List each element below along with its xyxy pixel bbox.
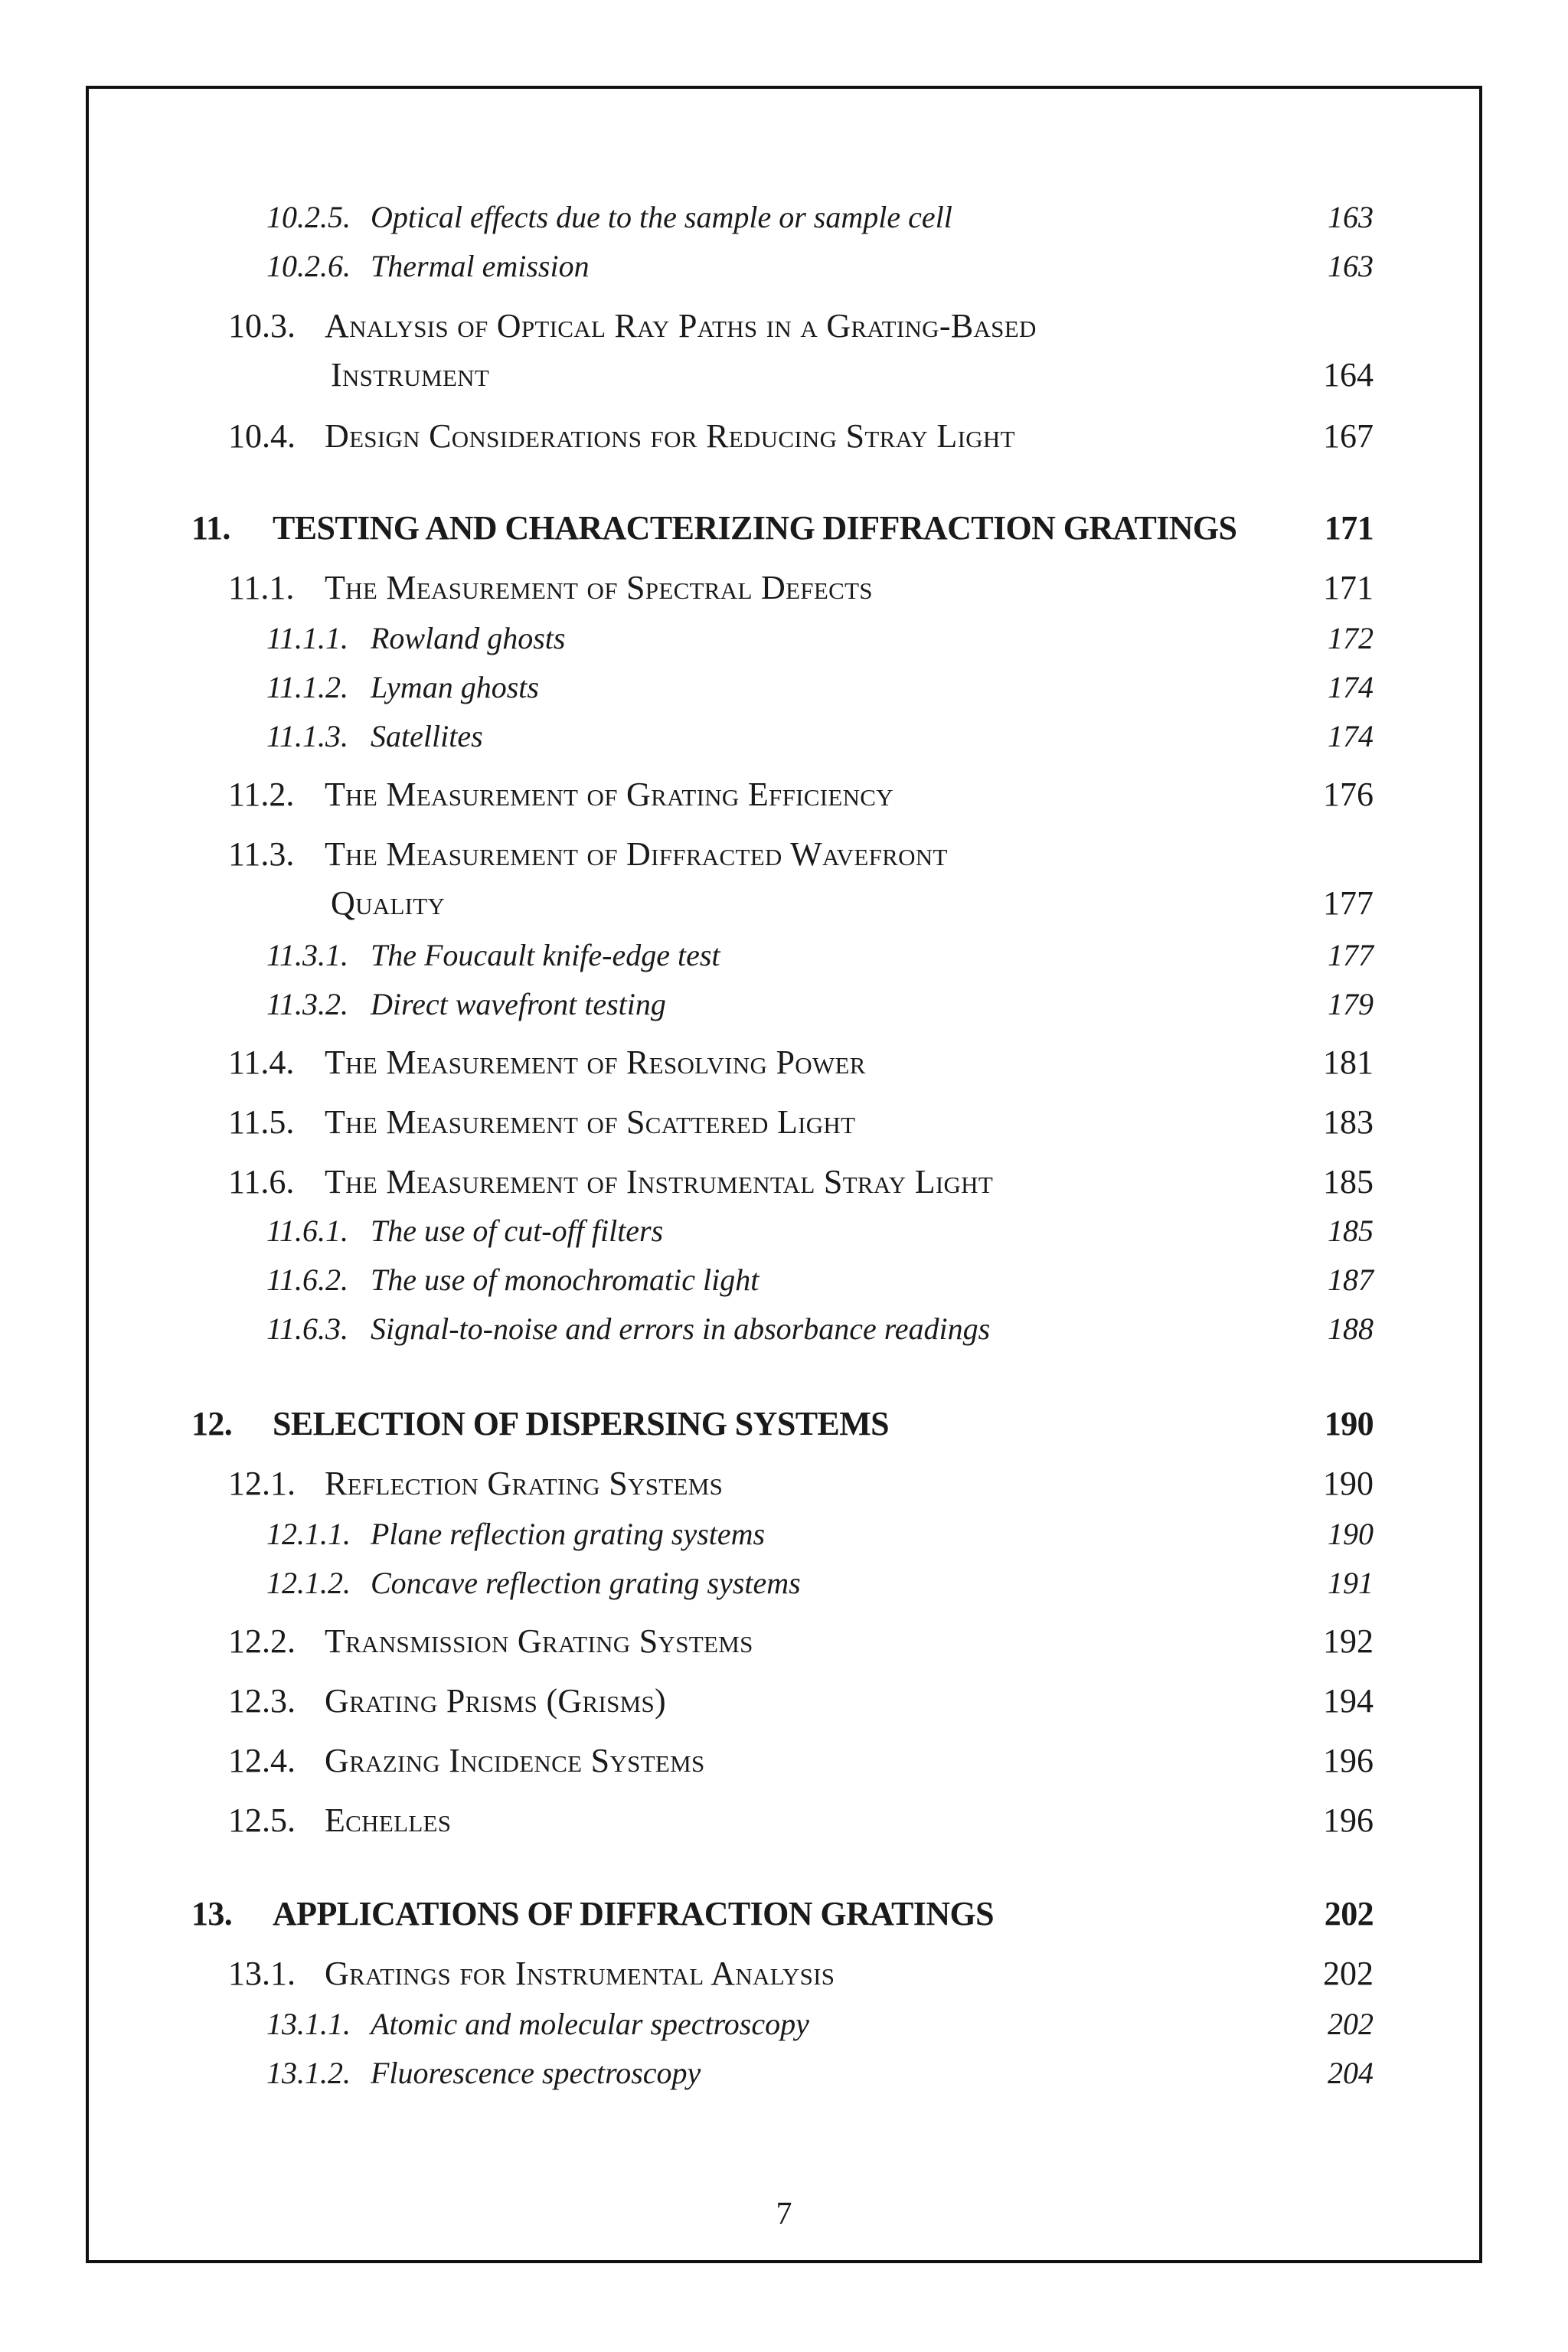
entry-page: 196	[1323, 1802, 1374, 1839]
entry-page: 167	[1323, 417, 1374, 455]
page-number: 7	[776, 2197, 792, 2232]
entry-title-continued: Quality	[331, 884, 446, 922]
entry-number: 11.1.2.	[266, 670, 349, 704]
entry-number: 11.3.	[228, 835, 295, 873]
entry-title: The Measurement of Grating Efficiency	[325, 776, 893, 813]
entry-page: 183	[1323, 1103, 1374, 1141]
entry-page: 174	[1328, 719, 1374, 753]
entry-title: Signal-to-noise and errors in absorbance readings	[371, 1312, 991, 1346]
entry-page: 192	[1323, 1622, 1374, 1660]
entry-title: The Measurement of Scattered Light	[325, 1103, 856, 1141]
entry-page: 177	[1328, 938, 1374, 972]
chapter-number: 11.	[191, 509, 230, 547]
entry-number: 12.1.	[228, 1465, 296, 1502]
entry-title: Direct wavefront testing	[371, 987, 666, 1021]
entry-page: 188	[1328, 1312, 1374, 1346]
entry-page: 174	[1328, 670, 1374, 704]
entry-title: The use of monochromatic light	[371, 1263, 760, 1297]
entry-page: 171	[1323, 569, 1374, 606]
entry-number: 11.1.	[228, 569, 295, 606]
toc-entry-11-3	[191, 835, 1374, 922]
entry-title: Concave reflection grating systems	[371, 1566, 801, 1600]
entry-page: 185	[1328, 1214, 1374, 1248]
entry-page: 172	[1328, 621, 1374, 655]
entry-number: 11.1.3.	[266, 719, 349, 753]
entry-title: Lyman ghosts	[371, 670, 539, 704]
entry-page: 190	[1328, 1517, 1374, 1551]
entry-page: 163	[1328, 200, 1374, 234]
entry-page: 179	[1328, 987, 1374, 1021]
entry-page: 181	[1323, 1044, 1374, 1081]
entry-number: 11.2.	[228, 776, 295, 813]
entry-title: Gratings for Instrumental Analysis	[325, 1955, 835, 1992]
entry-title: The Measurement of Spectral Defects	[325, 569, 873, 606]
entry-page: 202	[1323, 1955, 1374, 1992]
entry-title: Satellites	[371, 719, 483, 753]
chapter-page: 171	[1324, 509, 1374, 547]
entry-number: 11.3.1.	[266, 938, 349, 972]
entry-page: 204	[1328, 2056, 1374, 2090]
entry-page: 164	[1323, 356, 1374, 394]
entry-title: The Measurement of Diffracted Wavefront	[325, 835, 948, 873]
entry-title: Design Considerations for Reducing Stray Light	[325, 417, 1015, 455]
entry-number: 12.1.1.	[266, 1517, 351, 1551]
entry-number: 12.2.	[228, 1622, 296, 1660]
entry-page: 202	[1328, 2007, 1374, 2041]
entry-title: Grating Prisms (Grisms)	[325, 1682, 666, 1720]
entry-number: 13.1.1.	[266, 2007, 351, 2041]
entry-title: Transmission Grating Systems	[325, 1622, 753, 1660]
entry-number: 12.1.2.	[266, 1566, 351, 1600]
entry-page: 196	[1323, 1742, 1374, 1779]
entry-number: 11.1.1.	[266, 621, 349, 655]
entry-title: The use of cut-off filters	[371, 1214, 664, 1248]
chapter-number: 13.	[191, 1895, 233, 1932]
entry-number: 13.1.2.	[266, 2056, 351, 2090]
entry-page: 190	[1323, 1465, 1374, 1502]
entry-page: 185	[1323, 1163, 1374, 1200]
entry-title: Rowland ghosts	[371, 621, 566, 655]
entry-page: 163	[1328, 249, 1374, 283]
entry-title: Fluorescence spectroscopy	[371, 2056, 701, 2090]
entry-page: 176	[1323, 776, 1374, 813]
entry-title: Atomic and molecular spectroscopy	[371, 2007, 809, 2041]
entry-title: The Measurement of Resolving Power	[325, 1044, 866, 1081]
chapter-title: APPLICATIONS OF DIFFRACTION GRATINGS	[273, 1895, 994, 1932]
entry-number: 13.1.	[228, 1955, 296, 1992]
entry-title: Echelles	[325, 1802, 452, 1839]
entry-number: 12.5.	[228, 1802, 296, 1839]
entry-page: 191	[1328, 1566, 1374, 1600]
entry-title: Grazing Incidence Systems	[325, 1742, 705, 1779]
entry-title: Optical effects due to the sample or sample cell	[371, 200, 952, 234]
entry-number: 10.2.6.	[266, 249, 351, 283]
entry-page: 194	[1323, 1682, 1374, 1720]
entry-title: Plane reflection grating systems	[371, 1517, 766, 1551]
entry-number: 11.4.	[228, 1044, 295, 1081]
entry-title: The Measurement of Instrumental Stray Light	[325, 1163, 994, 1200]
entry-title: The Foucault knife-edge test	[371, 938, 720, 972]
entry-page: 187	[1328, 1263, 1374, 1297]
chapter-title: TESTING AND CHARACTERIZING DIFFRACTION GRATINGS	[273, 509, 1237, 547]
entry-number: 10.4.	[228, 417, 296, 455]
entry-title: Reflection Grating Systems	[325, 1465, 724, 1502]
entry-number: 11.6.3.	[266, 1312, 349, 1346]
entry-page: 177	[1323, 884, 1374, 922]
entry-number: 11.6.1.	[266, 1214, 349, 1248]
entry-number: 11.5.	[228, 1103, 295, 1141]
entry-number: 10.2.5.	[266, 200, 351, 234]
entry-number: 11.3.2.	[266, 987, 349, 1021]
entry-number: 12.3.	[228, 1682, 296, 1720]
entry-number: 11.6.2.	[266, 1263, 349, 1297]
entry-title-continued: Instrument	[331, 356, 490, 394]
chapter-number: 12.	[191, 1405, 233, 1442]
entry-number: 10.3.	[228, 307, 296, 345]
chapter-title: SELECTION OF DISPERSING SYSTEMS	[273, 1405, 890, 1442]
entry-number: 11.6.	[228, 1163, 295, 1200]
chapter-page: 202	[1324, 1895, 1374, 1932]
toc-entry-10-3	[191, 309, 1374, 394]
entry-title: Thermal emission	[371, 249, 590, 283]
chapter-page: 190	[1324, 1405, 1374, 1442]
entry-number: 12.4.	[228, 1742, 296, 1779]
entry-title: Analysis of Optical Ray Paths in a Grating-Based	[325, 307, 1037, 345]
